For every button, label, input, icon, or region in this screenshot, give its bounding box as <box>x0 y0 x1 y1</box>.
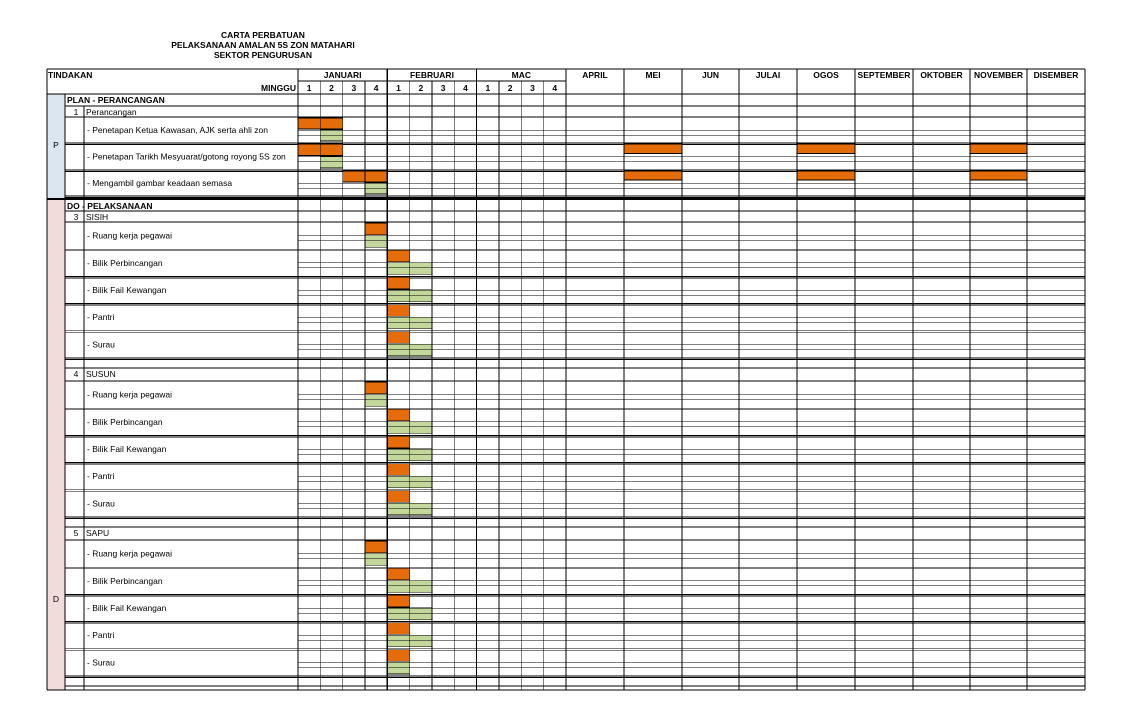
header-week-number: 1 <box>396 83 401 93</box>
header-month-jun: JUN <box>701 70 720 80</box>
plan-bar <box>387 595 409 607</box>
header-month-oktober: OKTOBER <box>920 70 963 80</box>
task-label: - Bilik Fail Kewangan <box>87 603 167 613</box>
header-week-number: 3 <box>351 83 357 93</box>
task-label: - Bilik Perbincangan <box>87 575 163 586</box>
phase-letter: D <box>52 594 60 604</box>
plan-bar-month <box>797 171 855 180</box>
actual-bar <box>410 476 432 488</box>
plan-bar <box>387 277 409 289</box>
actual-bar <box>387 290 409 302</box>
actual-bar <box>387 503 409 515</box>
plan-bar <box>365 171 387 182</box>
task-label: - Pantri <box>87 471 115 482</box>
actual-bar <box>387 581 409 593</box>
header-week-number: 4 <box>463 83 468 93</box>
actual-bar <box>410 608 432 620</box>
plan-bar <box>387 650 409 662</box>
actual-bar <box>365 236 387 248</box>
task-label: - Pantri <box>87 312 115 323</box>
header-tindakan: TINDAKAN <box>48 70 93 80</box>
header-week-number: 3 <box>440 83 446 93</box>
actual-bar <box>387 422 409 434</box>
group-number: 5 <box>73 528 79 538</box>
actual-bar <box>365 183 387 194</box>
phase-label: DO - PELAKSANAAN <box>67 201 153 211</box>
actual-bar <box>410 317 432 329</box>
task-label: - Pantri <box>87 630 115 641</box>
actual-bar <box>410 581 432 593</box>
task-label: - Ruang kerja pegawai <box>87 548 173 559</box>
actual-bar <box>365 395 387 407</box>
actual-bar <box>387 317 409 329</box>
actual-bar <box>410 290 432 302</box>
plan-bar <box>365 223 387 235</box>
group-label: SAPU <box>86 528 110 538</box>
group-label: SISIH <box>86 212 109 222</box>
header-month-november: NOVEMBER <box>973 70 1024 80</box>
task-label: - Penetapan Tarikh Mesyuarat/gotong royong 5S zon <box>87 151 286 162</box>
header-month-mei: MEI <box>645 70 661 80</box>
plan-bar-month <box>970 171 1027 180</box>
phase-letter: P <box>53 140 59 150</box>
plan-bar <box>320 144 342 156</box>
actual-bar <box>387 263 409 275</box>
group-number: 1 <box>73 107 79 117</box>
header-month-julai: JULAI <box>755 70 781 80</box>
group-label: Perancangan <box>86 107 137 117</box>
header-month-mac: MAC <box>511 70 531 80</box>
task-label: - Ruang kerja pegawai <box>87 389 173 400</box>
task-label: - Mengambil gambar keadaan semasa <box>87 178 233 188</box>
plan-bar <box>387 568 409 580</box>
actual-bar <box>387 476 409 488</box>
header-week-number: 2 <box>329 83 334 93</box>
plan-bar <box>387 250 409 262</box>
group-label: SUSUN <box>86 369 116 379</box>
plan-bar <box>365 541 387 553</box>
plan-bar-month <box>624 171 682 180</box>
task-label: - Ruang kerja pegawai <box>87 230 173 241</box>
actual-bar <box>387 608 409 620</box>
header-month-februari: FEBRUARI <box>410 70 454 80</box>
task-label: - Bilik Perbincangan <box>87 416 163 427</box>
actual-bar <box>320 157 342 169</box>
header-week-number: 1 <box>485 83 491 93</box>
header-week-number: 1 <box>306 83 312 93</box>
title-line-3: SEKTOR PENGURUSAN <box>213 50 313 60</box>
actual-bar <box>410 422 432 434</box>
plan-bar <box>387 305 409 317</box>
task-label: - Surau <box>87 339 115 350</box>
actual-bar <box>410 263 432 275</box>
header-month-ogos: OGOS <box>813 70 839 80</box>
actual-bar <box>365 554 387 566</box>
task-label: - Bilik Fail Kewangan <box>87 444 167 454</box>
actual-bar <box>387 344 409 356</box>
header-month-april: APRIL <box>582 70 608 80</box>
header-month-disember: DISEMBER <box>1033 70 1079 80</box>
header-month-september: SEPTEMBER <box>857 70 911 80</box>
header-week-number: 2 <box>418 83 424 93</box>
plan-bar <box>365 382 387 394</box>
actual-bar <box>387 449 409 461</box>
plan-bar-month <box>624 144 682 154</box>
phase-label: PLAN - PERANCANGAN <box>67 95 165 105</box>
plan-bar-month <box>797 144 855 154</box>
header-week-number: 4 <box>373 83 379 93</box>
group-number: 3 <box>73 212 79 222</box>
plan-bar <box>387 332 409 344</box>
header-month-januari: JANUARI <box>323 70 362 80</box>
header-week-number: 3 <box>530 83 535 93</box>
title-line-1: CARTA PERBATUAN <box>221 30 305 40</box>
actual-bar <box>320 130 342 141</box>
plan-bar-month <box>970 144 1027 154</box>
task-label: - Surau <box>87 657 115 668</box>
plan-bar <box>343 171 365 182</box>
plan-bar <box>387 464 409 476</box>
plan-bar <box>387 409 409 421</box>
task-label: - Penetapan Ketua Kawasan, AJK serta ahli zon <box>87 125 268 135</box>
title-line-2: PELAKSANAAN AMALAN 5S ZON MATAHARI <box>171 40 355 50</box>
plan-bar <box>387 623 409 635</box>
actual-bar <box>387 635 409 647</box>
group-number: 4 <box>73 369 79 379</box>
plan-bar <box>298 118 320 129</box>
task-label: - Surau <box>87 498 115 509</box>
task-label: - Bilik Fail Kewangan <box>87 285 167 295</box>
plan-bar <box>320 118 342 129</box>
plan-bar <box>387 491 409 503</box>
header-minggu: MINGGU <box>261 83 296 93</box>
actual-bar <box>387 662 409 674</box>
header-week-number: 2 <box>507 83 513 93</box>
actual-bar <box>410 635 432 647</box>
plan-bar <box>298 144 320 156</box>
actual-bar <box>410 449 432 461</box>
task-label: - Bilik Perbincangan <box>87 257 163 268</box>
phase-band-do <box>47 200 65 690</box>
actual-bar <box>410 344 432 356</box>
header-week-number: 4 <box>552 83 558 93</box>
actual-bar <box>410 503 432 515</box>
plan-bar <box>387 436 409 448</box>
